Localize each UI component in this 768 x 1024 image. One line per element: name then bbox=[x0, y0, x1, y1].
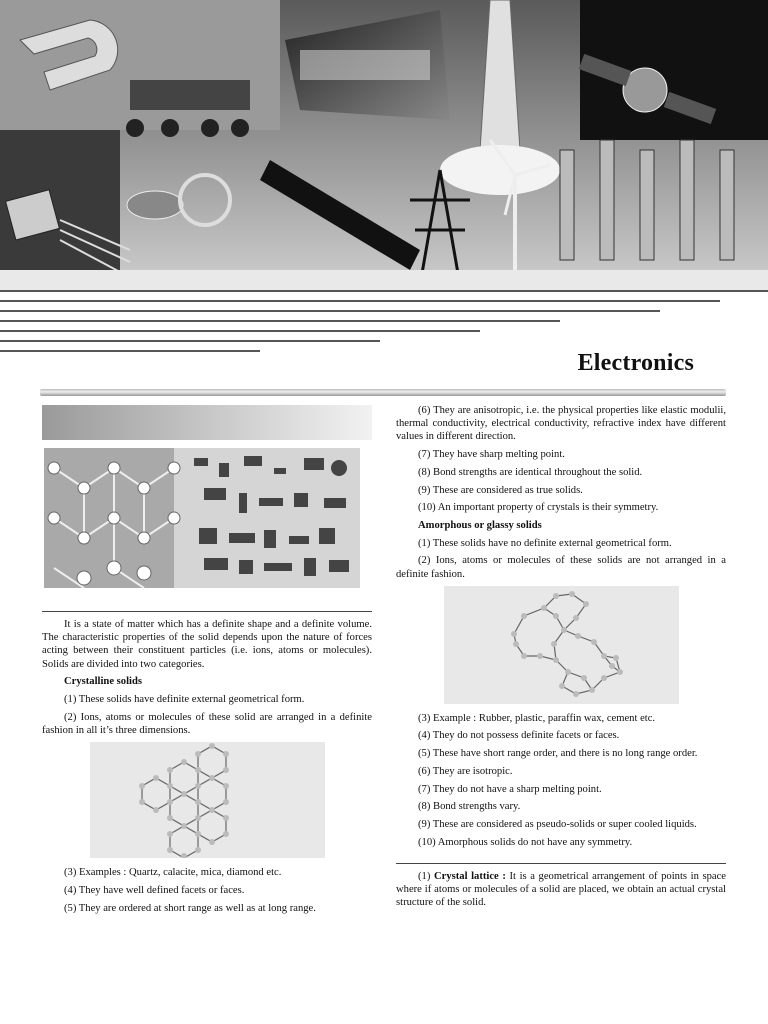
crystalline-item: (7) They have sharp melting point. bbox=[418, 449, 565, 461]
crystalline-item: (1) These solids have definite external geometrical form. bbox=[64, 694, 305, 706]
crystalline-solids-heading: Crystalline solids bbox=[64, 676, 142, 688]
amorphous-item: (7) They do not have a sharp melting point. bbox=[418, 783, 602, 795]
amorphous-item: (9) These are considered as pseudo-solids or super cooled liquids. bbox=[418, 818, 697, 830]
crystalline-item: (5) They are ordered at short range as well as at long range. bbox=[64, 902, 316, 914]
crystalline-item: (3) Examples : Quartz, calacite, mica, diamond etc. bbox=[64, 867, 282, 879]
crystal-lattice-number: (1) bbox=[418, 870, 431, 882]
amorphous-item: (1) These solids have no definite external geometrical form. bbox=[418, 537, 672, 549]
amorphous-item: (2) Ions, atoms or molecules of these solids are not arranged in a definite fashion. bbox=[396, 555, 726, 580]
amorphous-item: (8) Bond strengths vary. bbox=[418, 801, 521, 813]
title-rule bbox=[40, 389, 726, 396]
amorphous-item: (6) They are isotropic. bbox=[418, 765, 513, 777]
crystalline-item: (6) They are anisotropic, i.e. the physical properties like elastic modulii, thermal conductivity, electrical conductivity, refractive index have different values in different direction. bbox=[396, 405, 726, 443]
banner-collage-image bbox=[0, 0, 768, 290]
chapter-title: Electronics bbox=[577, 350, 694, 376]
left-column bbox=[42, 611, 372, 919]
section-header-bar bbox=[42, 405, 372, 440]
crystalline-item: (9) These are considered as true solids. bbox=[418, 484, 583, 496]
crystal-lattice-definition: It is a geometrical arrangement of points in space where if atoms or molecules of a solid are placed, we obtain an actual crystal structure of the solid. bbox=[396, 870, 726, 909]
amorphous-item: (10) Amorphous solids do not have any symmetry. bbox=[418, 836, 633, 848]
amorphous-item: (4) They do not possess definite facets or faces. bbox=[418, 730, 620, 742]
electronic-components-photo bbox=[44, 448, 360, 588]
amorphous-item: (3) Example : Rubber, plastic, paraffin wax, cement etc. bbox=[418, 712, 656, 724]
crystalline-item: (4) They have well defined facets or faces. bbox=[64, 884, 245, 896]
amorphous-structure-diagram bbox=[444, 586, 679, 704]
crystalline-structure-diagram bbox=[90, 742, 325, 858]
amorphous-solids-heading: Amorphous or glassy solids bbox=[418, 519, 542, 531]
solids-intro-paragraph: It is a state of matter which has a definite shape and a definite volume. The characteristic properties of the solid depends upon the nature of forces acting between their constituent particles (i.e. ions, atoms or molecules). Solids are divided into two categories. bbox=[42, 619, 372, 670]
crystalline-item: (2) Ions, atoms or molecules of these solid are arranged in a definite fashion in all it’s three dimensions. bbox=[42, 711, 372, 736]
right-column bbox=[396, 404, 726, 914]
crystalline-item: (8) Bond strengths are identical throughout the solid. bbox=[418, 466, 643, 478]
amorphous-item: (5) These have short range order, and there is no long range order. bbox=[418, 748, 698, 760]
crystalline-item: (10) An important property of crystals is their symmetry. bbox=[418, 502, 659, 514]
crystal-lattice-term: Crystal lattice : bbox=[433, 870, 506, 882]
crystal-lattice-paragraph bbox=[396, 863, 726, 910]
